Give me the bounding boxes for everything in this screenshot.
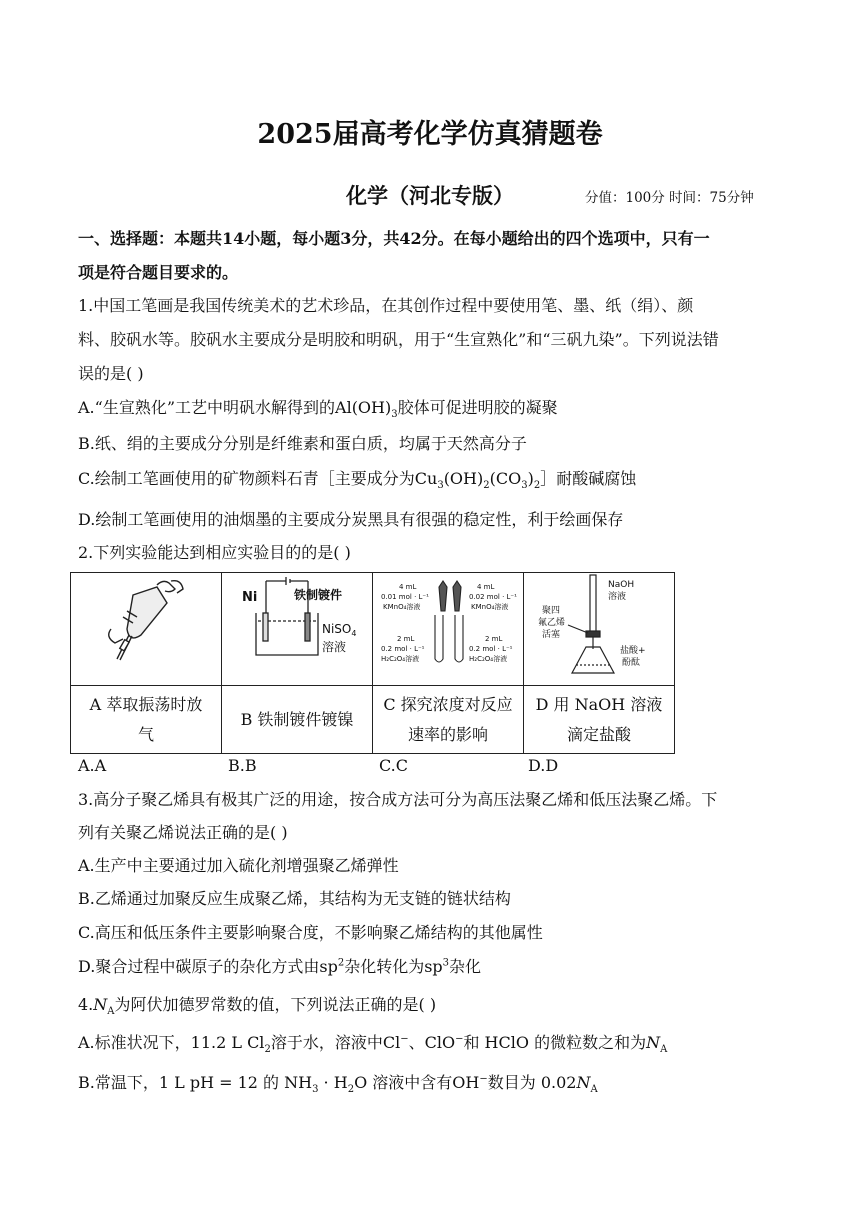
q1-stem-line2: 料、胶矾水等。胶矾水主要成分是明胶和明矾，用于“生宣熟化”和“三矾九染”。下列说法错 [78, 330, 719, 349]
svg-text:KMnO₄溶液: KMnO₄溶液 [383, 603, 421, 611]
exam-meta: 分值：100分 时间：75分钟 [585, 190, 754, 206]
q3-option-d: D.聚合过程中碳原子的杂化方式由$sp^2$杂化转化为$sp^3$杂化 [78, 957, 482, 976]
q1-option-d: D.绘制工笔画使用的油烟墨的主要成分炭黑具有很强的稳定性，利于绘画保存 [78, 510, 624, 529]
electroplating-figure [222, 573, 372, 681]
figure-a-separatory-funnel [71, 573, 222, 686]
q4-option-a: A.标准状况下，11.2 L $Cl_2$溶于水，溶液中Cl−、ClO−和 HClO 的微粒数之和为$N_A$ [78, 1033, 668, 1056]
figure-b-electroplating [222, 573, 373, 686]
caption-a: A 萃取振荡时放 气 [71, 686, 222, 754]
q1-stem-line3: 误的是( ) [78, 364, 144, 383]
q2-experiment-table [70, 572, 675, 754]
q3-option-b: B.乙烯通过加聚反应生成聚乙烯，其结构为无支链的链状结构 [78, 889, 511, 908]
caption-c: C 探究浓度对反应 速率的影响 [373, 686, 524, 754]
svg-text:聚四: 聚四 [542, 606, 561, 616]
svg-text:氟乙烯: 氟乙烯 [538, 618, 566, 628]
section-heading-line1: 一、选择题：本题共14小题，每小题3分，共42分。在每小题给出的四个选项中，只有一 [78, 229, 710, 248]
exam-subtitle: 化学（河北专版） [346, 183, 514, 208]
svg-text:溶液: 溶液 [608, 592, 627, 602]
q2-option-b: B.B [228, 756, 257, 775]
svg-text:KMnO₄溶液: KMnO₄溶液 [471, 603, 509, 611]
svg-text:NaOH: NaOH [608, 580, 635, 590]
svg-text:H₂C₂O₄溶液: H₂C₂O₄溶液 [381, 655, 420, 663]
svg-text:铁制镀件: 铁制镀件 [294, 588, 343, 602]
caption-b: B 铁制镀件镀镍 [222, 686, 373, 754]
q2-option-d: D.D [528, 756, 559, 775]
concentration-figure [373, 573, 523, 681]
svg-text:0.2 mol · L⁻¹: 0.2 mol · L⁻¹ [381, 645, 425, 653]
svg-text:Ni: Ni [242, 590, 258, 605]
svg-text:2 mL: 2 mL [485, 635, 503, 643]
q1-option-c: C.绘制工笔画使用的矿物颜料石青［主要成分为$Cu_3(OH)_2(CO_3)_2]$耐酸碱腐蚀 [78, 469, 637, 492]
svg-text:0.01 mol · L⁻¹: 0.01 mol · L⁻¹ [381, 593, 429, 601]
svg-text:0.02 mol · L⁻¹: 0.02 mol · L⁻¹ [469, 593, 517, 601]
svg-text:NiSO4: NiSO$_4$ [322, 622, 357, 638]
svg-text:4 mL: 4 mL [399, 583, 417, 591]
svg-text:4 mL: 4 mL [477, 583, 495, 591]
q2-option-a: A.A [78, 756, 107, 775]
caption-d: D 用 NaOH 溶液 滴定盐酸 [524, 686, 675, 754]
figure-d-titration [524, 573, 675, 686]
svg-text:H₂C₂O₄溶液: H₂C₂O₄溶液 [469, 655, 508, 663]
svg-text:酚酞: 酚酞 [622, 658, 641, 668]
q1-stem-line1: 1.中国工笔画是我国传统美术的艺术珍品，在其创作过程中要使用笔、墨、纸（绢）、颜 [78, 296, 694, 315]
svg-text:盐酸+: 盐酸+ [620, 646, 646, 656]
svg-text:溶液: 溶液 [322, 640, 347, 654]
q4-option-b: B.常温下，1 L pH = 12 的 $NH_3 \cdot H_2O$ 溶液中含有OH−数目为 $0.02N_A$ [78, 1073, 598, 1096]
svg-text:活塞: 活塞 [542, 630, 561, 640]
q3-option-a: A.生产中主要通过加入硫化剂增强聚乙烯弹性 [78, 856, 399, 875]
svg-text:2 mL: 2 mL [397, 635, 415, 643]
q2-option-c: C.C [379, 756, 408, 775]
titration-figure [524, 573, 674, 681]
svg-text:0.2 mol · L⁻¹: 0.2 mol · L⁻¹ [469, 645, 513, 653]
section-heading-line2: 项是符合题目要求的。 [78, 263, 239, 282]
q2-stem: 2.下列实验能达到相应实验目的的是( ) [78, 543, 351, 562]
figure-c-concentration-rate [373, 573, 524, 686]
separatory-funnel-figure [71, 573, 221, 681]
q3-stem-line1: 3.高分子聚乙烯具有极其广泛的用途，按合成方法可分为高压法聚乙烯和低压法聚乙烯。下 [78, 790, 718, 809]
q3-stem-line2: 列有关聚乙烯说法正确的是( ) [78, 823, 288, 842]
exam-title: 2025届高考化学仿真猜题卷 [257, 119, 603, 150]
q1-option-a: A.“生宣熟化”工艺中明矾水解得到的$Al(OH)_3$胶体可促进明胶的凝聚 [78, 398, 558, 421]
q1-option-b: B.纸、绢的主要成分分别是纤维素和蛋白质，均属于天然高分子 [78, 434, 527, 453]
q4-stem: $4.N_A$为阿伏加德罗常数的值，下列说法正确的是( ) [78, 995, 437, 1018]
q3-option-c: C.高压和低压条件主要影响聚合度，不影响聚乙烯结构的其他属性 [78, 923, 543, 942]
